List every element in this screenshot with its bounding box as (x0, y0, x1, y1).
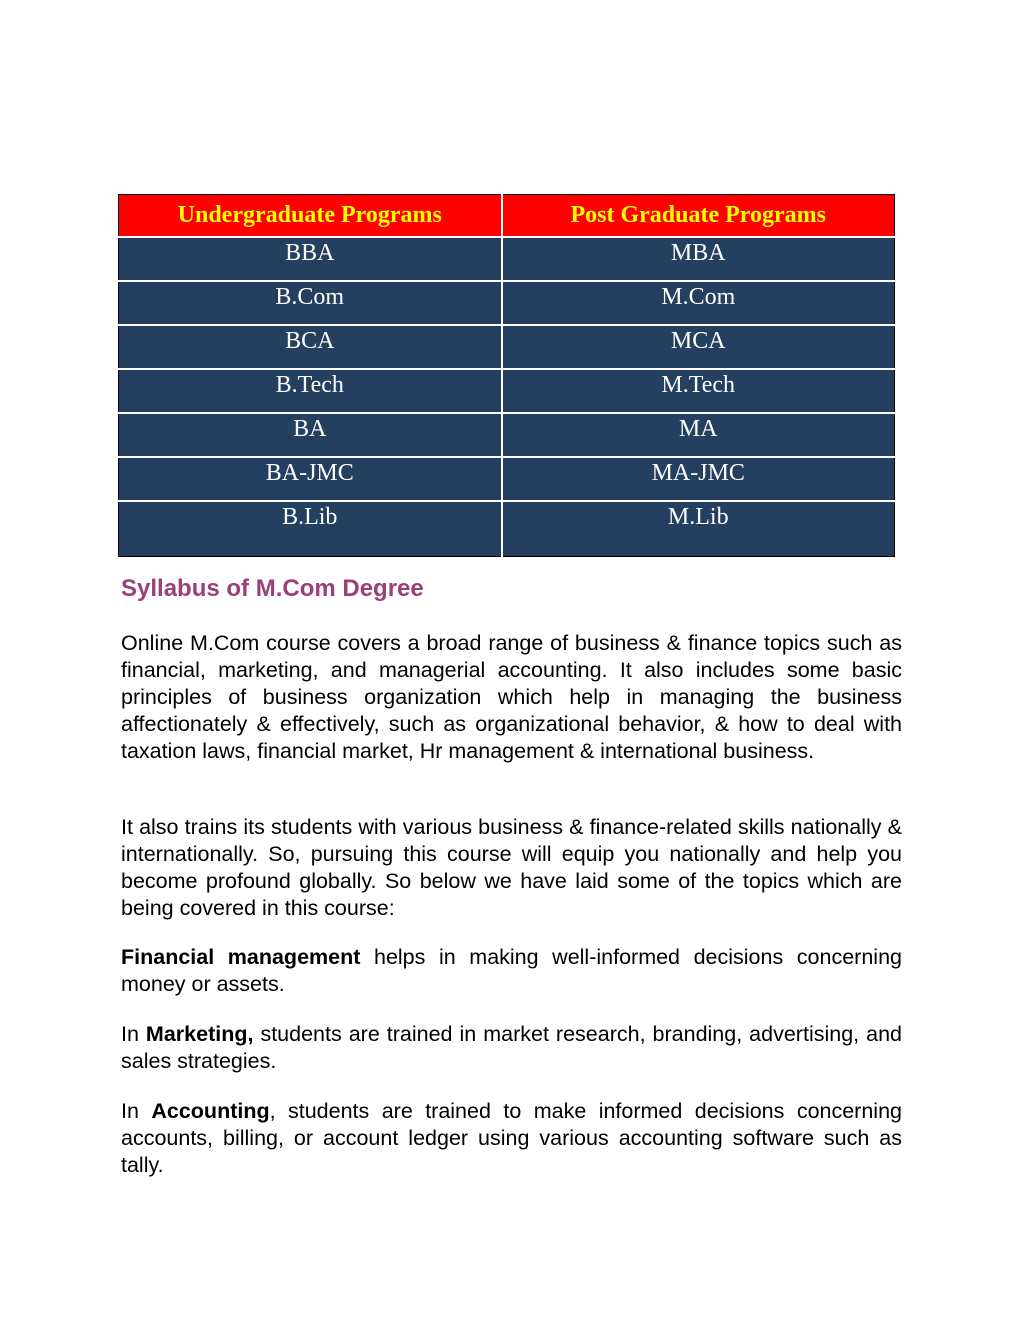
table-row (119, 237, 895, 281)
pg-program-cell: MBA (502, 237, 895, 281)
accounting-text: , students are trained to make informed decisions concerning accounts, billing, or account ledger using various accounting software such as tally. (121, 1099, 902, 1177)
pg-program-cell: MCA (502, 325, 895, 369)
marketing-term: Marketing, (145, 1022, 254, 1046)
financial-management-term: Financial management (121, 945, 361, 969)
ug-program-cell: B.Tech (119, 369, 502, 413)
pg-program-cell: M.Tech (502, 369, 895, 413)
financial-management-text: helps in making well-informed decisions concerning money or assets. (121, 945, 902, 996)
pg-program-cell: MA-JMC (502, 457, 895, 501)
accounting-prefix: In (121, 1099, 152, 1123)
skills-paragraph: It also trains its students with various business & finance-related skills nationally & internationally. So, pursuing this course will equip you nationally and help you become profound globally. So below we have laid some of the topics which are being covered in this course: (121, 815, 902, 920)
table-row (119, 369, 895, 413)
ug-program-cell: BBA (119, 237, 502, 281)
accounting-paragraph (121, 1098, 902, 1179)
table-row (119, 281, 895, 325)
ug-program-cell: BA-JMC (119, 457, 502, 501)
table-row (119, 457, 895, 501)
pg-program-cell: MA (502, 413, 895, 457)
section-heading: Syllabus of M.Com Degree (121, 575, 424, 602)
table-row (119, 501, 895, 557)
marketing-prefix: In (121, 1022, 146, 1046)
pg-program-cell: M.Com (502, 281, 895, 325)
table-row (119, 413, 895, 457)
table-header-row (119, 195, 895, 238)
marketing-text: students are trained in market research, branding, advertising, and sales strategies. (121, 1022, 902, 1073)
marketing-paragraph (121, 1021, 902, 1075)
financial-management-paragraph (121, 944, 902, 998)
ug-program-cell: B.Lib (119, 501, 502, 557)
programs-table (118, 194, 895, 557)
ug-program-cell: B.Com (119, 281, 502, 325)
accounting-term: Accounting (151, 1099, 270, 1123)
intro-paragraph: Online M.Com course covers a broad range of business & finance topics such as financial, marketing, and managerial accounting. It also includes some basic principles of business organization which help in managing the business affectionately & effectively, such as organizational behavior, & how to deal with taxation laws, financial market, Hr management & international business. (121, 631, 902, 763)
header-postgraduate: Post Graduate Programs (502, 195, 895, 238)
pg-program-cell: M.Lib (502, 501, 895, 557)
table-row (119, 325, 895, 369)
ug-program-cell: BCA (119, 325, 502, 369)
header-undergraduate: Undergraduate Programs (119, 195, 502, 238)
ug-program-cell: BA (119, 413, 502, 457)
